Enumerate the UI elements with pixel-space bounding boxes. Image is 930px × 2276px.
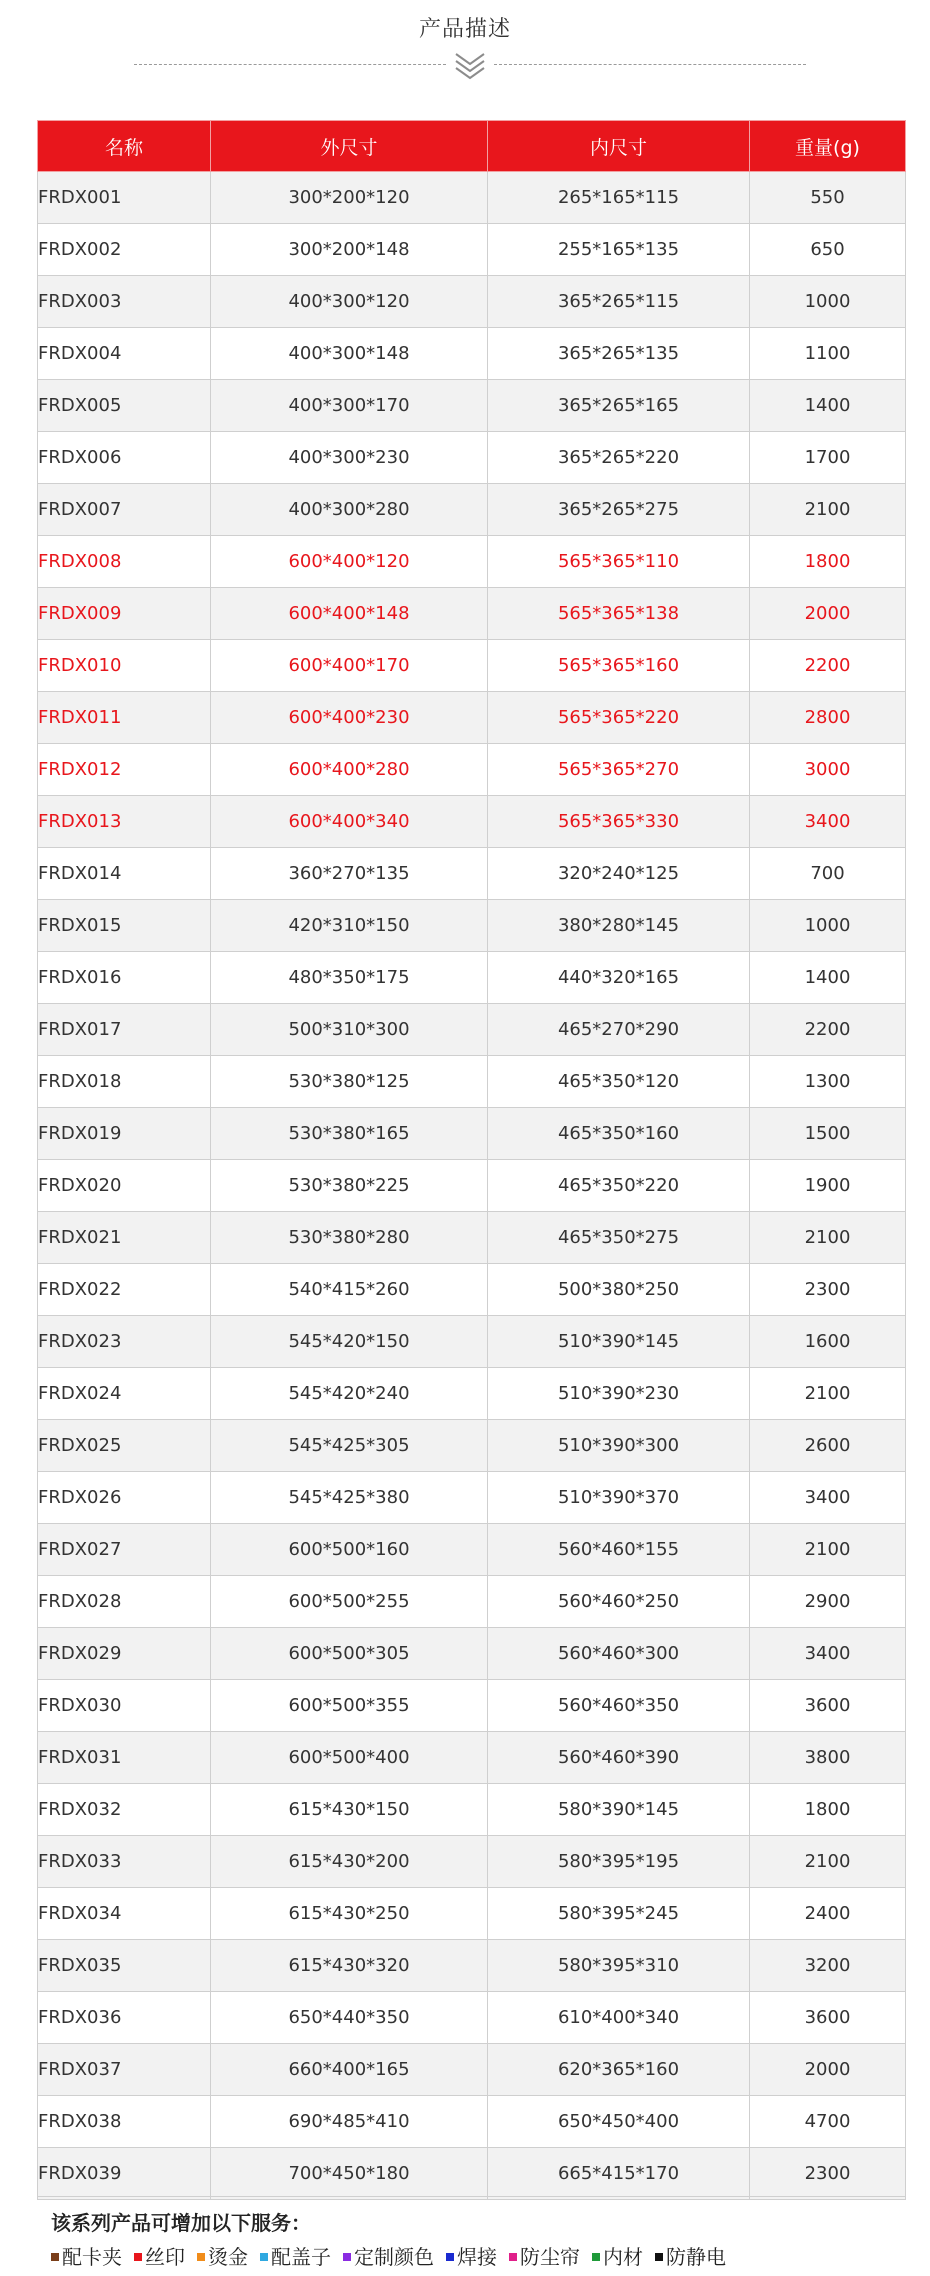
cell-outer-size: 600*500*160	[211, 1524, 488, 1576]
cell-outer-size: 600*400*280	[211, 744, 488, 796]
cell-name: FRDX001	[38, 172, 211, 224]
cell-inner-size: 510*390*370	[488, 1472, 750, 1524]
square-bullet-icon	[509, 2253, 517, 2261]
square-bullet-icon	[446, 2253, 454, 2261]
table-row	[38, 276, 906, 328]
cell-name: FRDX014	[38, 848, 211, 900]
cell-outer-size: 600*400*230	[211, 692, 488, 744]
column-header-weight: 重量(g)	[750, 121, 906, 172]
column-header-outer-size: 外尺寸	[211, 121, 488, 172]
cell-outer-size: 600*400*170	[211, 640, 488, 692]
cell-weight: 3400	[750, 796, 906, 848]
table-row	[38, 1680, 906, 1732]
cell-name: FRDX034	[38, 1888, 211, 1940]
cell-inner-size: 465*350*160	[488, 1108, 750, 1160]
service-label: 定制颜色	[354, 2245, 434, 2269]
cell-name: FRDX013	[38, 796, 211, 848]
cell-inner-size: 510*390*230	[488, 1368, 750, 1420]
cell-outer-size: 615*430*320	[211, 1940, 488, 1992]
cell-inner-size: 265*165*115	[488, 172, 750, 224]
cell-inner-size: 320*240*125	[488, 848, 750, 900]
cell-name: FRDX018	[38, 1056, 211, 1108]
cell-outer-size: 530*380*165	[211, 1108, 488, 1160]
table-row	[38, 536, 906, 588]
cell-weight: 2100	[750, 1836, 906, 1888]
cell-outer-size: 530*380*225	[211, 1160, 488, 1212]
cell-inner-size: 255*165*135	[488, 224, 750, 276]
cell-weight: 700	[750, 848, 906, 900]
cell-inner-size: 365*265*275	[488, 484, 750, 536]
cell-name: FRDX027	[38, 1524, 211, 1576]
cell-weight: 2800	[750, 692, 906, 744]
cell-inner-size: 580*395*195	[488, 1836, 750, 1888]
cell-weight: 3600	[750, 1992, 906, 2044]
cell-weight: 2100	[750, 1212, 906, 1264]
cell-weight: 2200	[750, 640, 906, 692]
cell-outer-size: 420*310*150	[211, 900, 488, 952]
product-size-table	[37, 120, 905, 2200]
cell-weight: 1000	[750, 276, 906, 328]
square-bullet-icon	[51, 2253, 59, 2261]
table-row	[38, 848, 906, 900]
service-item	[51, 2241, 122, 2270]
table-row	[38, 692, 906, 744]
cell-name: FRDX019	[38, 1108, 211, 1160]
cell-outer-size: 300*200*148	[211, 224, 488, 276]
divider-right	[494, 64, 806, 65]
cell-inner-size: 560*460*300	[488, 1628, 750, 1680]
cell-name: FRDX024	[38, 1368, 211, 1420]
table-row	[38, 1212, 906, 1264]
cell-inner-size: 650*450*400	[488, 2096, 750, 2148]
cell-weight: 3800	[750, 1732, 906, 1784]
cell-weight: 3000	[750, 744, 906, 796]
table-row	[38, 1316, 906, 1368]
cell-weight: 3400	[750, 1628, 906, 1680]
cell-outer-size: 615*430*150	[211, 1784, 488, 1836]
services-list	[51, 2241, 738, 2270]
cell-weight: 550	[750, 172, 906, 224]
table-row	[38, 640, 906, 692]
cell-inner-size: 560*460*390	[488, 1732, 750, 1784]
table-row	[38, 1628, 906, 1680]
table-row	[38, 1472, 906, 1524]
cell-weight: 2000	[750, 588, 906, 640]
table-row	[38, 1784, 906, 1836]
cell-name: FRDX035	[38, 1940, 211, 1992]
cell-weight: 3200	[750, 1940, 906, 1992]
cell-inner-size: 560*460*155	[488, 1524, 750, 1576]
cell-name: FRDX006	[38, 432, 211, 484]
cell-outer-size: 545*425*380	[211, 1472, 488, 1524]
square-bullet-icon	[343, 2253, 351, 2261]
cell-name: FRDX004	[38, 328, 211, 380]
square-bullet-icon	[592, 2253, 600, 2261]
service-item	[655, 2241, 726, 2270]
service-item	[446, 2241, 497, 2270]
section-header	[0, 0, 930, 100]
cell-outer-size: 360*270*135	[211, 848, 488, 900]
cell-inner-size: 560*460*350	[488, 1680, 750, 1732]
table-row	[38, 380, 906, 432]
table-row	[38, 172, 906, 224]
service-label: 配卡夹	[62, 2245, 122, 2269]
table-row	[38, 1836, 906, 1888]
table-row	[38, 796, 906, 848]
cell-weight: 2100	[750, 484, 906, 536]
cell-outer-size: 500*310*300	[211, 1004, 488, 1056]
cell-weight: 1100	[750, 328, 906, 380]
column-header-name: 名称	[38, 121, 211, 172]
table-body	[38, 172, 906, 2200]
cell-name: FRDX028	[38, 1576, 211, 1628]
square-bullet-icon	[260, 2253, 268, 2261]
service-item	[509, 2241, 580, 2270]
table-row	[38, 484, 906, 536]
cell-outer-size: 690*485*410	[211, 2096, 488, 2148]
cell-name: FRDX021	[38, 1212, 211, 1264]
table-row	[38, 1732, 906, 1784]
table-row	[38, 952, 906, 1004]
cell-name: FRDX038	[38, 2096, 211, 2148]
cell-outer-size: 530*380*125	[211, 1056, 488, 1108]
table-row	[38, 1524, 906, 1576]
cell-inner-size: 510*390*300	[488, 1420, 750, 1472]
cell-outer-size: 600*500*355	[211, 1680, 488, 1732]
cell-outer-size: 540*415*260	[211, 1264, 488, 1316]
cell-inner-size: 580*390*145	[488, 1784, 750, 1836]
cell-name: FRDX033	[38, 1836, 211, 1888]
cell-name: FRDX030	[38, 1680, 211, 1732]
cell-name: FRDX015	[38, 900, 211, 952]
cell-inner-size: 365*265*220	[488, 432, 750, 484]
cell-weight: 1800	[750, 1784, 906, 1836]
service-label: 防静电	[666, 2245, 726, 2269]
table-header-row	[38, 121, 906, 172]
cell-inner-size: 380*280*145	[488, 900, 750, 952]
square-bullet-icon	[134, 2253, 142, 2261]
cell-weight: 1300	[750, 1056, 906, 1108]
cell-name: FRDX036	[38, 1992, 211, 2044]
table-row	[38, 588, 906, 640]
cell-name: FRDX012	[38, 744, 211, 796]
cell-name: FRDX022	[38, 1264, 211, 1316]
table-row	[38, 224, 906, 276]
table-row	[38, 744, 906, 796]
cell-inner-size: 365*265*135	[488, 328, 750, 380]
cell-outer-size: 545*420*150	[211, 1316, 488, 1368]
cell-name: FRDX016	[38, 952, 211, 1004]
cell-name: FRDX029	[38, 1628, 211, 1680]
table-row	[38, 900, 906, 952]
cell-inner-size: 565*365*270	[488, 744, 750, 796]
cell-inner-size: 580*395*310	[488, 1940, 750, 1992]
cell-name: FRDX025	[38, 1420, 211, 1472]
table-row	[38, 1888, 906, 1940]
cell-inner-size: 580*395*245	[488, 1888, 750, 1940]
services-title: 该系列产品可增加以下服务：	[51, 2211, 311, 2235]
cell-name: FRDX003	[38, 276, 211, 328]
cell-name: FRDX008	[38, 536, 211, 588]
table-row	[38, 1004, 906, 1056]
cell-weight: 1900	[750, 1160, 906, 1212]
cell-inner-size: 440*320*165	[488, 952, 750, 1004]
cell-inner-size: 610*400*340	[488, 1992, 750, 2044]
cell-inner-size: 500*380*250	[488, 1264, 750, 1316]
cell-weight: 1000	[750, 900, 906, 952]
page-title: 产品描述	[418, 17, 511, 42]
cell-name: FRDX007	[38, 484, 211, 536]
cell-weight: 4700	[750, 2096, 906, 2148]
cell-weight: 2000	[750, 2044, 906, 2096]
cell-name: FRDX005	[38, 380, 211, 432]
table-row	[38, 1992, 906, 2044]
cell-inner-size: 465*270*290	[488, 1004, 750, 1056]
table-row	[38, 1056, 906, 1108]
cell-weight: 1700	[750, 432, 906, 484]
service-label: 焊接	[457, 2245, 497, 2269]
table-row	[38, 2096, 906, 2148]
cell-name: FRDX010	[38, 640, 211, 692]
cell-outer-size: 400*300*148	[211, 328, 488, 380]
cell-inner-size: 560*460*250	[488, 1576, 750, 1628]
table-row	[38, 1420, 906, 1472]
cell-weight: 2100	[750, 1368, 906, 1420]
cell-inner-size: 565*365*110	[488, 536, 750, 588]
cell-inner-size: 465*350*220	[488, 1160, 750, 1212]
cell-weight: 2900	[750, 1576, 906, 1628]
cell-weight: 1400	[750, 380, 906, 432]
cell-inner-size: 565*365*160	[488, 640, 750, 692]
table-row	[38, 1264, 906, 1316]
cell-weight: 1400	[750, 952, 906, 1004]
cell-inner-size: 465*350*275	[488, 1212, 750, 1264]
cell-outer-size: 660*400*165	[211, 2044, 488, 2096]
square-bullet-icon	[197, 2253, 205, 2261]
table-row	[38, 1368, 906, 1420]
table-row	[38, 1576, 906, 1628]
table-row	[38, 1940, 906, 1992]
cell-weight: 2600	[750, 1420, 906, 1472]
cell-weight: 2400	[750, 1888, 906, 1940]
cell-inner-size: 465*350*120	[488, 1056, 750, 1108]
service-item	[197, 2241, 248, 2270]
cell-weight: 1800	[750, 536, 906, 588]
service-item	[260, 2241, 331, 2270]
table-row	[38, 2044, 906, 2096]
service-label: 配盖子	[271, 2245, 331, 2269]
services-panel	[37, 2196, 905, 2276]
cell-weight: 650	[750, 224, 906, 276]
cell-outer-size: 545*420*240	[211, 1368, 488, 1420]
cell-inner-size: 365*265*115	[488, 276, 750, 328]
cell-name: FRDX020	[38, 1160, 211, 1212]
cell-weight: 2200	[750, 1004, 906, 1056]
cell-inner-size: 510*390*145	[488, 1316, 750, 1368]
cell-weight: 3400	[750, 1472, 906, 1524]
table-row	[38, 2148, 906, 2200]
cell-weight: 2100	[750, 1524, 906, 1576]
cell-inner-size: 565*365*138	[488, 588, 750, 640]
cell-outer-size: 600*500*305	[211, 1628, 488, 1680]
table-row	[38, 1160, 906, 1212]
cell-outer-size: 400*300*120	[211, 276, 488, 328]
table-row	[38, 432, 906, 484]
cell-outer-size: 530*380*280	[211, 1212, 488, 1264]
cell-inner-size: 565*365*220	[488, 692, 750, 744]
cell-outer-size: 400*300*170	[211, 380, 488, 432]
cell-outer-size: 545*425*305	[211, 1420, 488, 1472]
chevron-down-icon	[450, 50, 490, 84]
service-item	[592, 2241, 643, 2270]
service-label: 丝印	[145, 2245, 185, 2269]
cell-inner-size: 665*415*170	[488, 2148, 750, 2200]
cell-name: FRDX039	[38, 2148, 211, 2200]
table-row	[38, 328, 906, 380]
cell-name: FRDX011	[38, 692, 211, 744]
cell-outer-size: 615*430*250	[211, 1888, 488, 1940]
cell-outer-size: 600*500*400	[211, 1732, 488, 1784]
cell-weight: 1600	[750, 1316, 906, 1368]
square-bullet-icon	[655, 2253, 663, 2261]
cell-name: FRDX026	[38, 1472, 211, 1524]
service-item	[134, 2241, 185, 2270]
cell-name: FRDX002	[38, 224, 211, 276]
cell-weight: 2300	[750, 1264, 906, 1316]
cell-inner-size: 565*365*330	[488, 796, 750, 848]
cell-outer-size: 650*440*350	[211, 1992, 488, 2044]
cell-outer-size: 700*450*180	[211, 2148, 488, 2200]
cell-outer-size: 615*430*200	[211, 1836, 488, 1888]
cell-weight: 3600	[750, 1680, 906, 1732]
cell-outer-size: 400*300*230	[211, 432, 488, 484]
cell-weight: 2300	[750, 2148, 906, 2200]
size-table	[37, 120, 906, 2200]
divider-left	[134, 64, 446, 65]
table-row	[38, 1108, 906, 1160]
cell-outer-size: 600*400*120	[211, 536, 488, 588]
cell-inner-size: 620*365*160	[488, 2044, 750, 2096]
service-item	[343, 2241, 434, 2270]
cell-outer-size: 600*400*340	[211, 796, 488, 848]
cell-name: FRDX017	[38, 1004, 211, 1056]
service-label: 防尘帘	[520, 2245, 580, 2269]
cell-outer-size: 300*200*120	[211, 172, 488, 224]
service-label: 烫金	[208, 2245, 248, 2269]
cell-name: FRDX037	[38, 2044, 211, 2096]
cell-name: FRDX031	[38, 1732, 211, 1784]
cell-name: FRDX023	[38, 1316, 211, 1368]
cell-outer-size: 600*500*255	[211, 1576, 488, 1628]
cell-weight: 1500	[750, 1108, 906, 1160]
cell-name: FRDX032	[38, 1784, 211, 1836]
cell-outer-size: 400*300*280	[211, 484, 488, 536]
cell-outer-size: 600*400*148	[211, 588, 488, 640]
service-label: 内材	[603, 2245, 643, 2269]
cell-inner-size: 365*265*165	[488, 380, 750, 432]
cell-outer-size: 480*350*175	[211, 952, 488, 1004]
column-header-inner-size: 内尺寸	[488, 121, 750, 172]
cell-name: FRDX009	[38, 588, 211, 640]
